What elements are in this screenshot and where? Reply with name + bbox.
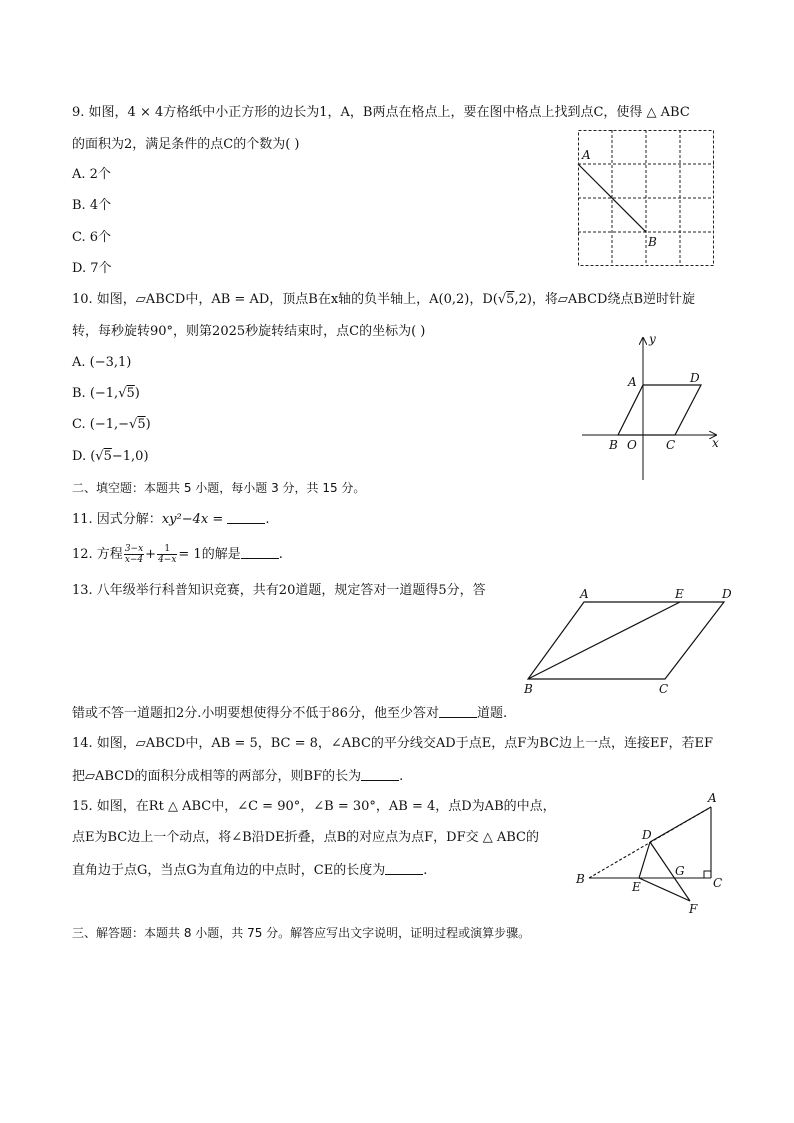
q10-option-d-sqrt: √5 xyxy=(95,449,112,464)
q13-label-a: A xyxy=(580,587,589,601)
q14-line2-post: . xyxy=(399,769,404,784)
q10-label-a: A xyxy=(628,375,637,389)
q13-line2 xyxy=(72,705,507,722)
q15-line3-pre: 直角边于点G，当点G为直角边的中点时，CE的长度为 xyxy=(72,863,386,878)
q10-option-c xyxy=(72,417,151,433)
q13-label-d: D xyxy=(722,587,732,601)
q9-option-b: B. 4个 xyxy=(72,198,112,213)
q15-label-e: E xyxy=(632,880,641,894)
q15-triangle-figure xyxy=(572,790,732,920)
q13-parallelogram-figure xyxy=(520,585,740,700)
q10-line1 xyxy=(72,292,695,308)
q10-option-b xyxy=(72,386,140,402)
q10-option-a: A. (−3,1) xyxy=(72,355,132,370)
q9-option-d: D. 7个 xyxy=(72,261,112,276)
q12-fraction-1 xyxy=(124,544,144,565)
q9-label-b: B xyxy=(648,235,657,249)
q15-line1: 15. 如图，在Rt △ ABC中，∠C = 90°，∠B = 30°，AB = 4，点D为AB的中点， xyxy=(72,799,556,814)
q12 xyxy=(72,544,283,565)
q15-line3 xyxy=(72,862,427,879)
q10-label-o: O xyxy=(627,438,637,452)
q9-label-a: A xyxy=(582,148,591,162)
q12-fraction-1-num: 3−x xyxy=(124,544,144,554)
q14-answer-blank[interactable] xyxy=(361,768,399,781)
q11-post: . xyxy=(265,512,270,527)
q11-answer-blank[interactable] xyxy=(227,511,265,524)
q9-option-a: A. 2个 xyxy=(72,167,111,182)
q10-label-y: y xyxy=(649,332,656,346)
q10-label-b: B xyxy=(609,438,618,452)
q14-line2 xyxy=(72,768,403,785)
q10-option-d-pre: D. ( xyxy=(72,449,96,464)
q10-label-x: x xyxy=(712,436,719,450)
q13-label-b: B xyxy=(524,682,533,696)
section-3-heading: 三、解答题：本题共 8 小题，共 75 分。解答应写出文字说明，证明过程或演算步骤。 xyxy=(72,926,531,940)
q12-fraction-2-den: 4−x xyxy=(158,555,177,565)
q15-label-c: C xyxy=(713,876,723,890)
q12-fraction-2 xyxy=(157,544,177,565)
q10-option-b-sqrt: √5 xyxy=(118,386,135,401)
q12-fraction-1-den: x−4 xyxy=(124,555,144,565)
q14-line1: 14. 如图，▱ABCD中，AB = 5，BC = 8，∠ABC的平分线交AD于点E，点F为BC边上一点，连接EF，若EF xyxy=(72,736,713,751)
q9-grid-figure xyxy=(578,130,718,270)
q15-label-f: F xyxy=(689,902,698,916)
q10-option-d xyxy=(72,449,149,465)
q15-label-a: A xyxy=(708,791,717,805)
q10-line1-part-a: 10. 如图，▱ABCD中，AB = AD，顶点B在x轴的负半轴上，A(0,2)，D( xyxy=(72,292,498,307)
q12-fraction-2-num: 1 xyxy=(157,544,177,555)
q10-option-b-radicand: 5 xyxy=(126,386,135,401)
q10-option-c-sqrt: √5 xyxy=(129,417,146,432)
q13-line2-post: 道题. xyxy=(476,706,508,721)
q12-eq: = 1的解是 xyxy=(178,547,241,562)
q12-answer-blank[interactable] xyxy=(241,546,279,559)
q13-answer-blank[interactable] xyxy=(439,705,477,718)
q12-post: . xyxy=(278,547,283,562)
q11 xyxy=(72,511,270,528)
q10-sqrt5: √5 xyxy=(497,292,515,307)
q15-label-g: G xyxy=(675,864,685,878)
q10-option-c-radicand: 5 xyxy=(137,417,146,432)
q10-option-c-post: ) xyxy=(145,417,151,432)
section-2-heading: 二、填空题：本题共 5 小题，每小题 3 分，共 15 分。 xyxy=(72,481,366,495)
q15-line2: 点E为BC边上一个动点，将∠B沿DE折叠，点B的对应点为点F，DF交 △ ABC的 xyxy=(72,830,539,845)
q10-option-d-post: −1,0) xyxy=(111,449,149,464)
q10-label-c: C xyxy=(666,438,676,452)
q12-plus: + xyxy=(145,547,157,562)
q12-pre: 12. 方程 xyxy=(72,547,123,562)
q10-parallelogram-figure xyxy=(578,330,728,485)
q10-option-b-post: ) xyxy=(134,386,140,401)
q10-sqrt5-radicand: 5 xyxy=(506,292,515,307)
q10-line2: 转，每秒旋转90°，则第2025秒旋转结束时，点C的坐标为( ) xyxy=(72,324,426,339)
q11-expr: xy²−4x = xyxy=(161,512,224,527)
q15-label-d: D xyxy=(642,828,652,842)
q15-answer-blank[interactable] xyxy=(385,862,423,875)
q10-line1-part-b: ,2)，将▱ABCD绕点B逆时针旋 xyxy=(514,292,696,307)
q15-label-b: B xyxy=(576,872,585,886)
q10-option-c-pre: C. (−1,− xyxy=(72,417,130,432)
q9-line1: 9. 如图，4 × 4方格纸中小正方形的边长为1，A，B两点在格点上，要在图中格点上找到点C，使得 △ ABC xyxy=(72,105,690,120)
q13-line2-pre: 错或不答一道题扣2分.小明要想使得分不低于86分，他至少答对 xyxy=(72,706,439,721)
q9-option-c: C. 6个 xyxy=(72,230,112,245)
q10-option-d-radicand: 5 xyxy=(103,449,112,464)
q10-option-b-pre: B. (−1, xyxy=(72,386,119,401)
q14-line2-pre: 把▱ABCD的面积分成相等的两部分，则BF的长为 xyxy=(72,769,362,784)
q11-pre: 11. 因式分解： xyxy=(72,512,162,527)
q13-label-e: E xyxy=(675,587,684,601)
q13-label-c: C xyxy=(659,682,669,696)
q9-line2: 的面积为2，满足条件的点C的个数为( ) xyxy=(72,137,300,152)
q13-line1: 13. 八年级举行科普知识竞赛，共有20道题，规定答对一道题得5分，答 xyxy=(72,583,486,598)
q10-label-d: D xyxy=(690,371,700,385)
q15-line3-post: . xyxy=(423,863,428,878)
